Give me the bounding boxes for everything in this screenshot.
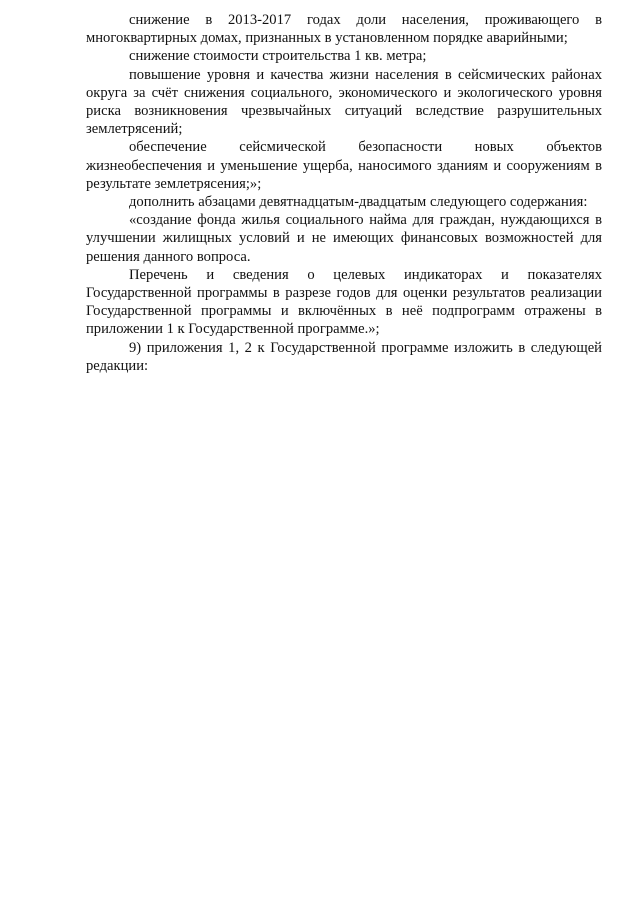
paragraph-construction-cost: снижение стоимости строительства 1 кв. метра; <box>129 48 427 65</box>
paragraph-seismic-safety: обеспечение сейсмической безопасности новых объектов жизнеобеспечения и уменьшение ущерба, наносимого зданиям и сооружениям в результате землетрясения;»; <box>86 139 602 192</box>
paragraph-social-housing-fund: «создание фонда жилья социального найма для граждан, нуждающихся в улучшении жилищных условий и не имеющих финансовых возможностей для решения данного вопроса. <box>86 212 602 265</box>
document-page <box>86 11 602 375</box>
paragraph-seismic-quality-of-life: повышение уровня и качества жизни населения в сейсмических районах округа за счёт снижения социального, экономического и экологического уровня риска возникновения чрезвычайных ситуаций вследствие разрушительных землетрясений; <box>86 66 602 138</box>
paragraph-indicators-list: Перечень и сведения о целевых индикаторах и показателях Государственной программы в разрезе годов для оценки результатов реализации Государственной программы и включённых в неё подпрограмм отражены в приложении 1 к Государственной программе.»; <box>86 266 602 338</box>
paragraph-housing-emergency: снижение в 2013-2017 годах доли населения, проживающего в многоквартирных домах, признанных в установленном порядке аварийными; <box>86 12 602 47</box>
paragraph-add-paragraphs: дополнить абзацами девятнадцатым-двадцатым следующего содержания: <box>129 194 588 211</box>
paragraph-appendices: 9) приложения 1, 2 к Государственной программе изложить в следующей редакции: <box>86 339 602 374</box>
